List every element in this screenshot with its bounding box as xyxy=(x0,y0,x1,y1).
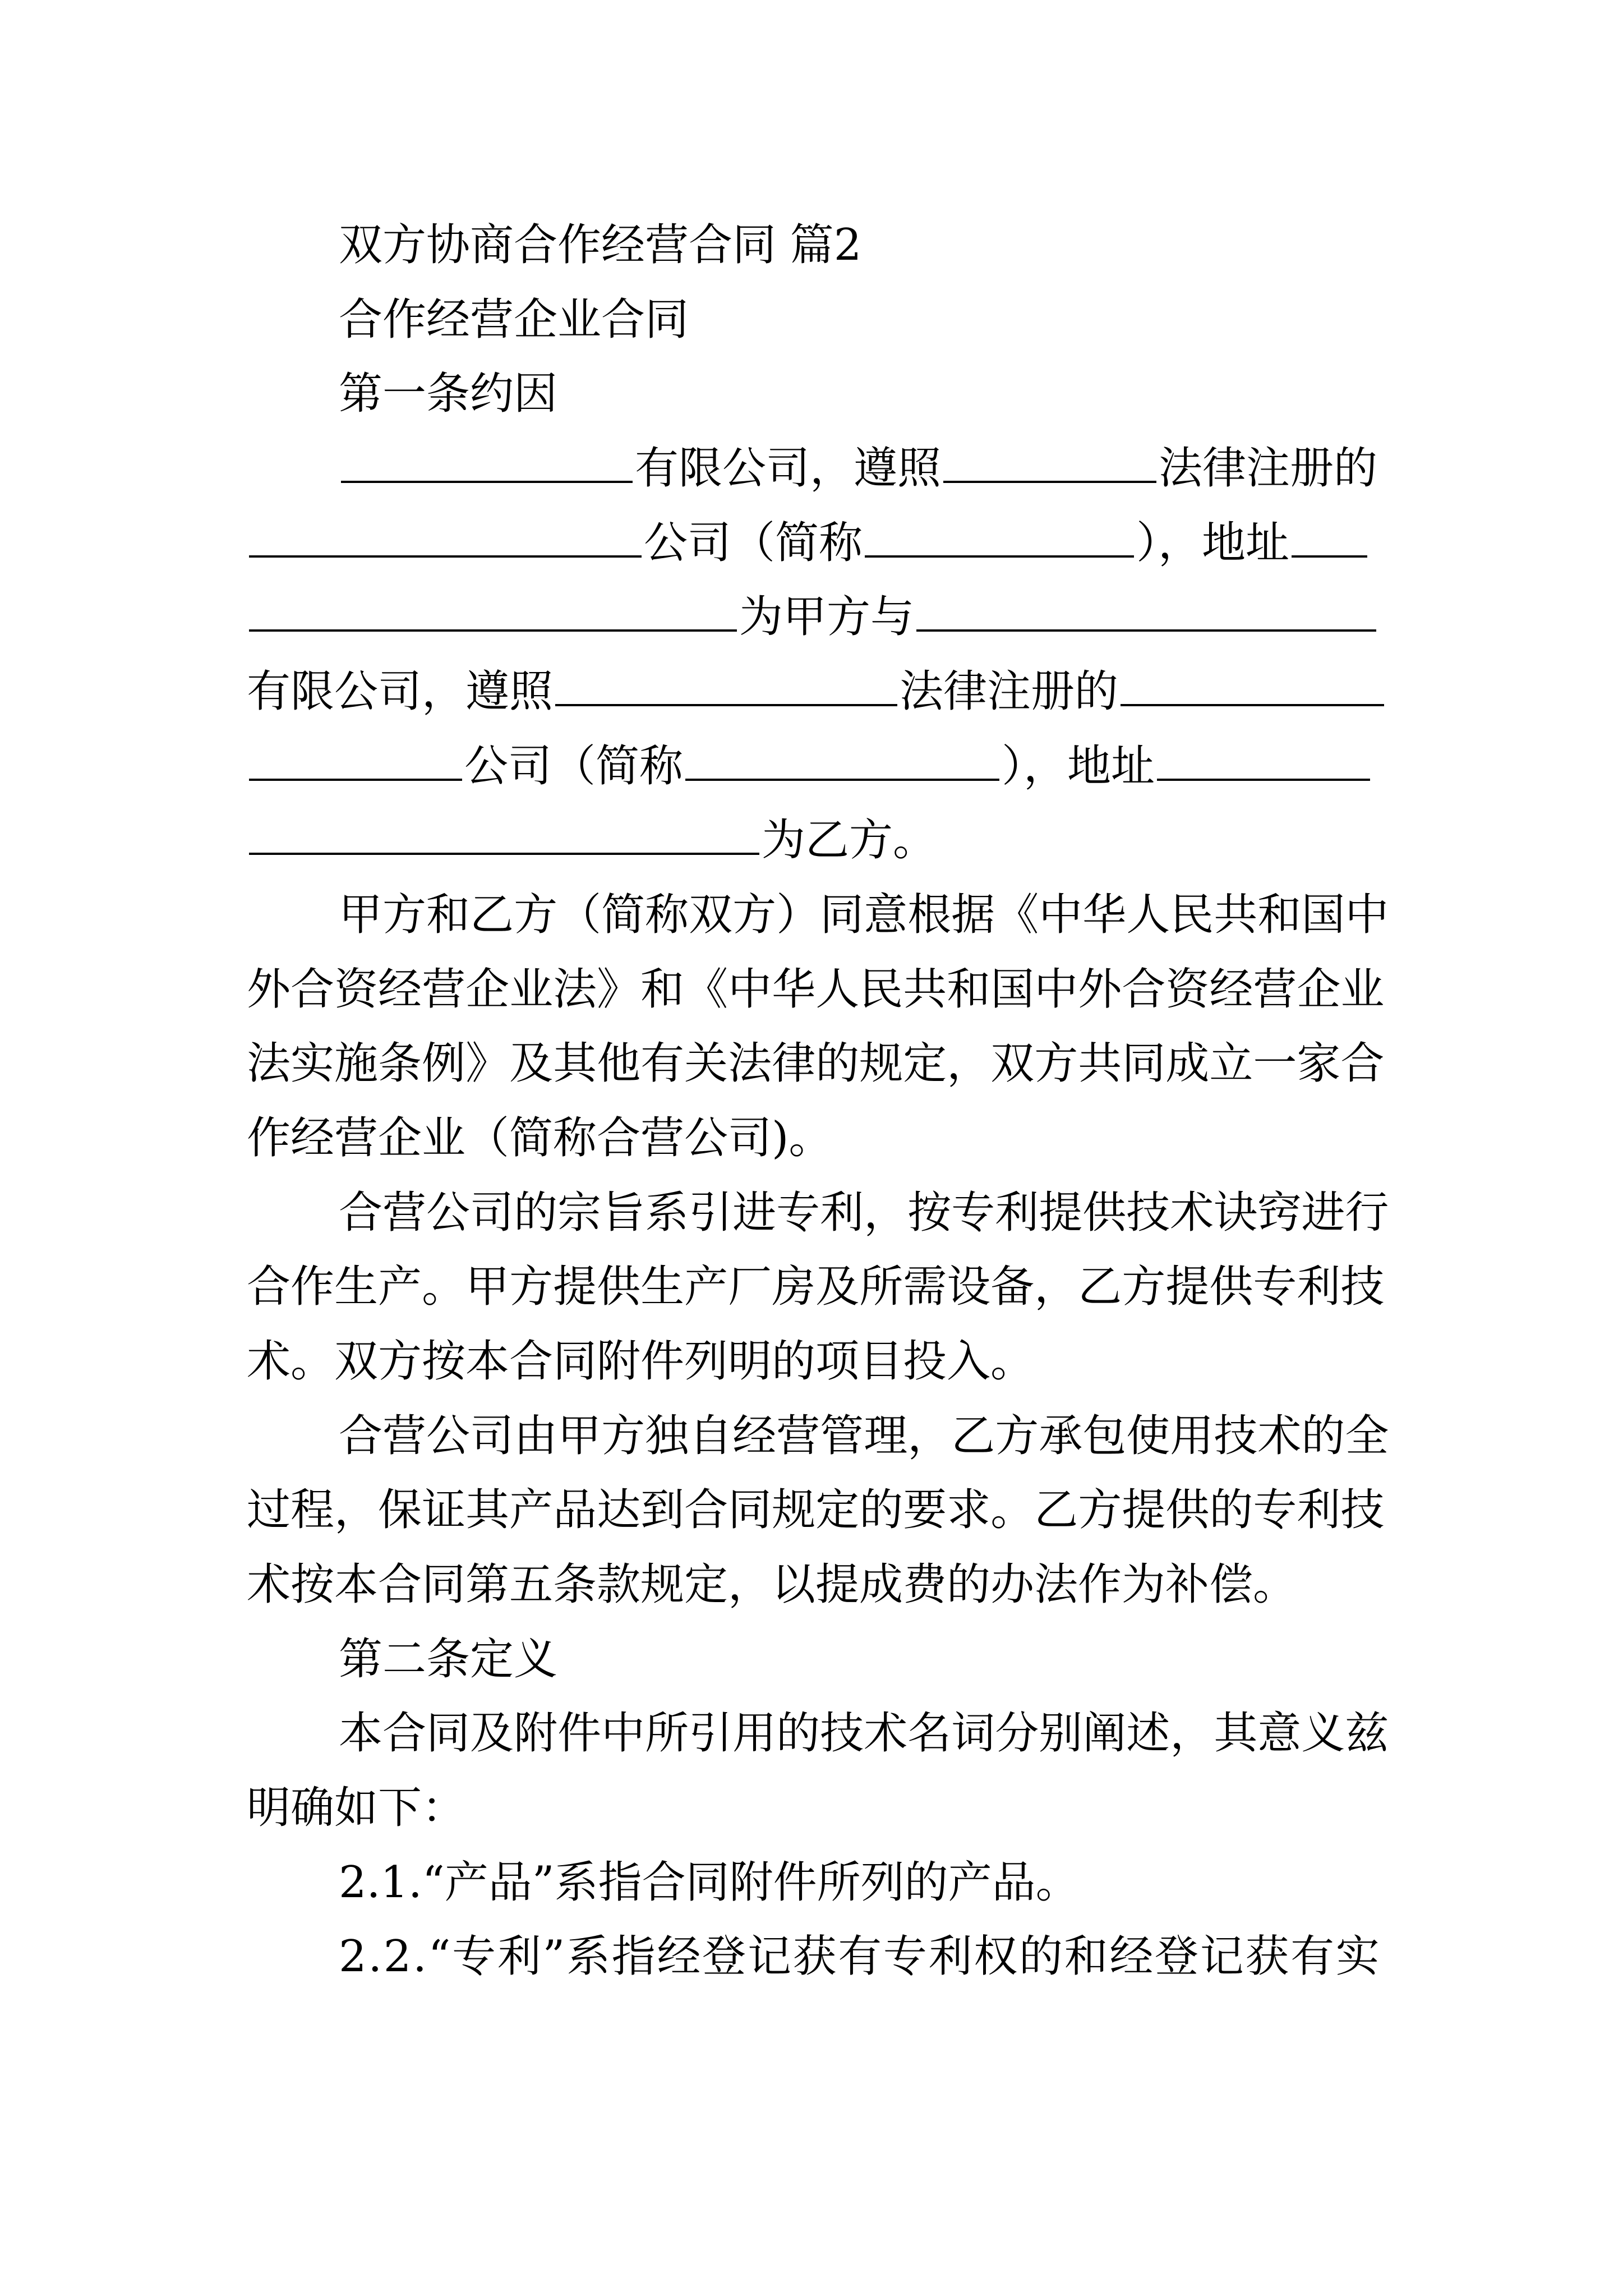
article-2-title: 第二条定义 xyxy=(339,1634,558,1685)
paragraph-1-line-4: 作经营企业（简称合营公司)。 xyxy=(247,1113,833,1163)
blank-line xyxy=(249,817,759,855)
blank-line xyxy=(1292,519,1367,558)
blank-line xyxy=(865,519,1134,558)
paragraph-2-line-3: 术。双方按本合同附件列明的项目投入。 xyxy=(247,1336,1035,1387)
paragraph-2-line-1: 合 营 公 司 的 宗 旨 系 引 进 专 利 ， 按 专 利 提 供 技 术 诀 窍 进 行 xyxy=(339,1188,1389,1238)
party-b-line-1: 有限公司，遵照 法律注册的 xyxy=(247,664,1380,720)
party-a-line-1: 有限公司，遵照 法律注册的 xyxy=(339,440,1380,496)
definition-2-2: 2 . 2 . “ 专 利 ” 系 指 经 登 记 获 有 专 利 权 的 和 经 登 记 获 有 实 xyxy=(339,1931,1380,1982)
blank-line xyxy=(685,743,999,781)
blank-line xyxy=(916,593,1376,632)
party-a-line-3: 为甲方与 xyxy=(247,589,1380,645)
party-b-line-3: 为乙方。 xyxy=(247,812,1380,868)
blank-line xyxy=(943,445,1156,483)
paragraph-3-line-2: 过 程 ， 保 证 其 产 品 达 到 合 同 规 定 的 要 求 。 乙 方 提 供 的 专 利 技 xyxy=(247,1485,1385,1535)
party-a-line-2: 公司（简称 ），地址 xyxy=(247,515,1380,571)
blank-line xyxy=(1121,668,1384,706)
paragraph-1-line-1: 甲 方 和 乙 方 （ 简 称 双 方 ） 同 意 根 据 《 中 华 人 民 共 和 国 中 xyxy=(339,890,1389,940)
document-heading: 双方协商合作经营合同 篇2 xyxy=(339,220,862,270)
article-1-title: 第一条约因 xyxy=(339,369,558,419)
blank-line xyxy=(249,593,737,632)
definition-2-1: 2.1.“产品”系指合同附件所列的产品。 xyxy=(339,1857,1080,1908)
blank-line xyxy=(249,743,462,781)
blank-line xyxy=(555,668,897,706)
blank-line xyxy=(1157,743,1370,781)
party-b-line-2: 公司（简称 ），地址 xyxy=(247,738,1380,794)
paragraph-4-line-2: 明确如下： xyxy=(247,1783,466,1833)
contract-title: 合作经营企业合同 xyxy=(339,295,689,345)
paragraph-3-line-1: 合 营 公 司 由 甲 方 独 自 经 营 管 理 ， 乙 方 承 包 使 用 技 术 的 全 xyxy=(339,1411,1389,1461)
paragraph-1-line-3: 法 实 施 条 例 》 及 其 他 有 关 法 律 的 规 定 ， 双 方 共 同 成 立 一 家 合 xyxy=(247,1038,1385,1089)
paragraph-4-line-1: 本 合 同 及 附 件 中 所 引 用 的 技 术 名 词 分 别 阐 述 ， 其 意 义 兹 xyxy=(339,1708,1389,1759)
paragraph-3-line-3: 术按本合同第五条款规定，以提成费的办法作为补偿。 xyxy=(247,1559,1297,1610)
blank-line xyxy=(249,519,642,558)
paragraph-1-line-2: 外 合 资 经 营 企 业 法 》 和 《 中 华 人 民 共 和 国 中 外 合 资 经 营 企 业 xyxy=(247,964,1385,1015)
blank-line xyxy=(341,445,633,483)
paragraph-2-line-2: 合 作 生 产 。 甲 方 提 供 生 产 厂 房 及 所 需 设 备 ， 乙 方 提 供 专 利 技 xyxy=(247,1262,1385,1312)
